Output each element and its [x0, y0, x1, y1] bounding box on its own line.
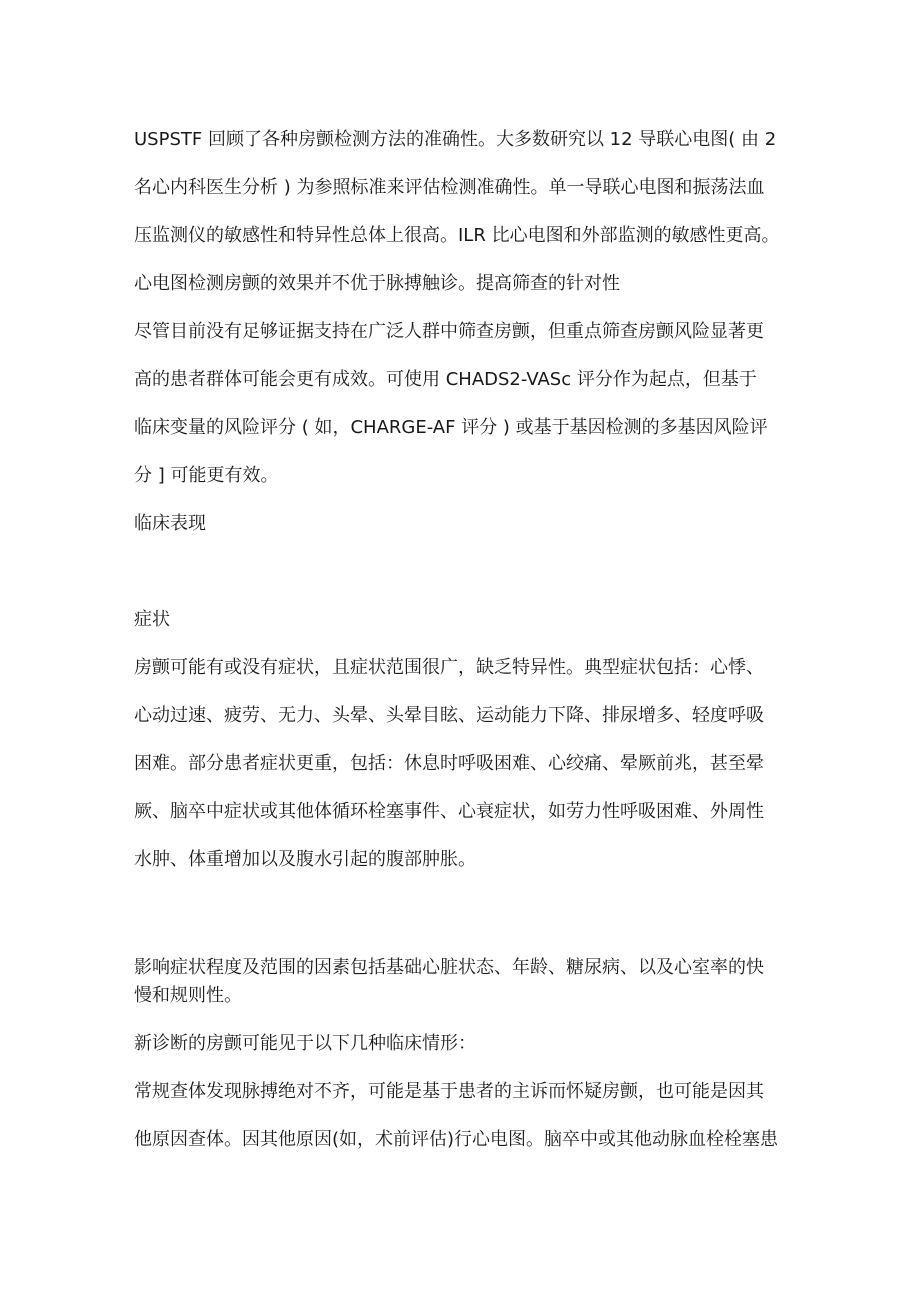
text-line: 厥、脑卒中症状或其他体循环栓塞事件、心衰症状，如劳力性呼吸困难、外周性 — [134, 801, 764, 822]
text-line: 压监测仪的敏感性和特异性总体上很高。ILR 比心电图和外部监测的敏感性更高。 — [134, 225, 780, 246]
text-line: 高的患者群体可能会更有成效。可使用 CHADS2-VASc 评分作为起点，但基于 — [134, 369, 757, 390]
section-heading: 症状 — [134, 609, 170, 630]
text-line: 水肿、体重增加以及腹水引起的腹部肿胀。 — [134, 849, 476, 870]
text-line: 困难。部分患者症状更重，包括：休息时呼吸困难、心绞痛、晕厥前兆，甚至晕 — [134, 753, 764, 774]
text-line: 临床变量的风险评分 ( 如，CHARGE-AF 评分 ) 或基于基因检测的多基因风险评 — [134, 417, 768, 438]
text-line: 他原因查体。因其他原因(如，术前评估)行心电图。脑卒中或其他动脉血栓栓塞患 — [134, 1129, 779, 1150]
section-heading: 临床表现 — [134, 513, 206, 534]
text-line: 尽管目前没有足够证据支持在广泛人群中筛查房颤，但重点筛查房颤风险显著更 — [134, 321, 764, 342]
text-line: 新诊断的房颤可能见于以下几种临床情形： — [134, 1033, 476, 1054]
text-line: USPSTF 回顾了各种房颤检测方法的准确性。大多数研究以 12 导联心电图( 由 2 — [134, 129, 777, 150]
text-line: 慢和规则性。 — [134, 985, 242, 1006]
text-line: 分 ] 可能更有效。 — [134, 465, 279, 486]
text-line: 常规查体发现脉搏绝对不齐，可能是基于患者的主诉而怀疑房颤，也可能是因其 — [134, 1081, 764, 1102]
text-line: 心电图检测房颤的效果并不优于脉搏触诊。提高筛查的针对性 — [134, 273, 620, 294]
text-line: 心动过速、疲劳、无力、头晕、头晕目眩、运动能力下降、排尿增多、轻度呼吸 — [134, 705, 764, 726]
text-line: 名心内科医生分析 ) 为参照标准来评估检测准确性。单一导联心电图和振荡法血 — [134, 177, 765, 198]
text-line: 房颤可能有或没有症状，且症状范围很广，缺乏特异性。典型症状包括：心悸、 — [134, 657, 764, 678]
text-line: 影响症状程度及范围的因素包括基础心脏状态、年龄、糖尿病、以及心室率的快 — [134, 957, 764, 978]
